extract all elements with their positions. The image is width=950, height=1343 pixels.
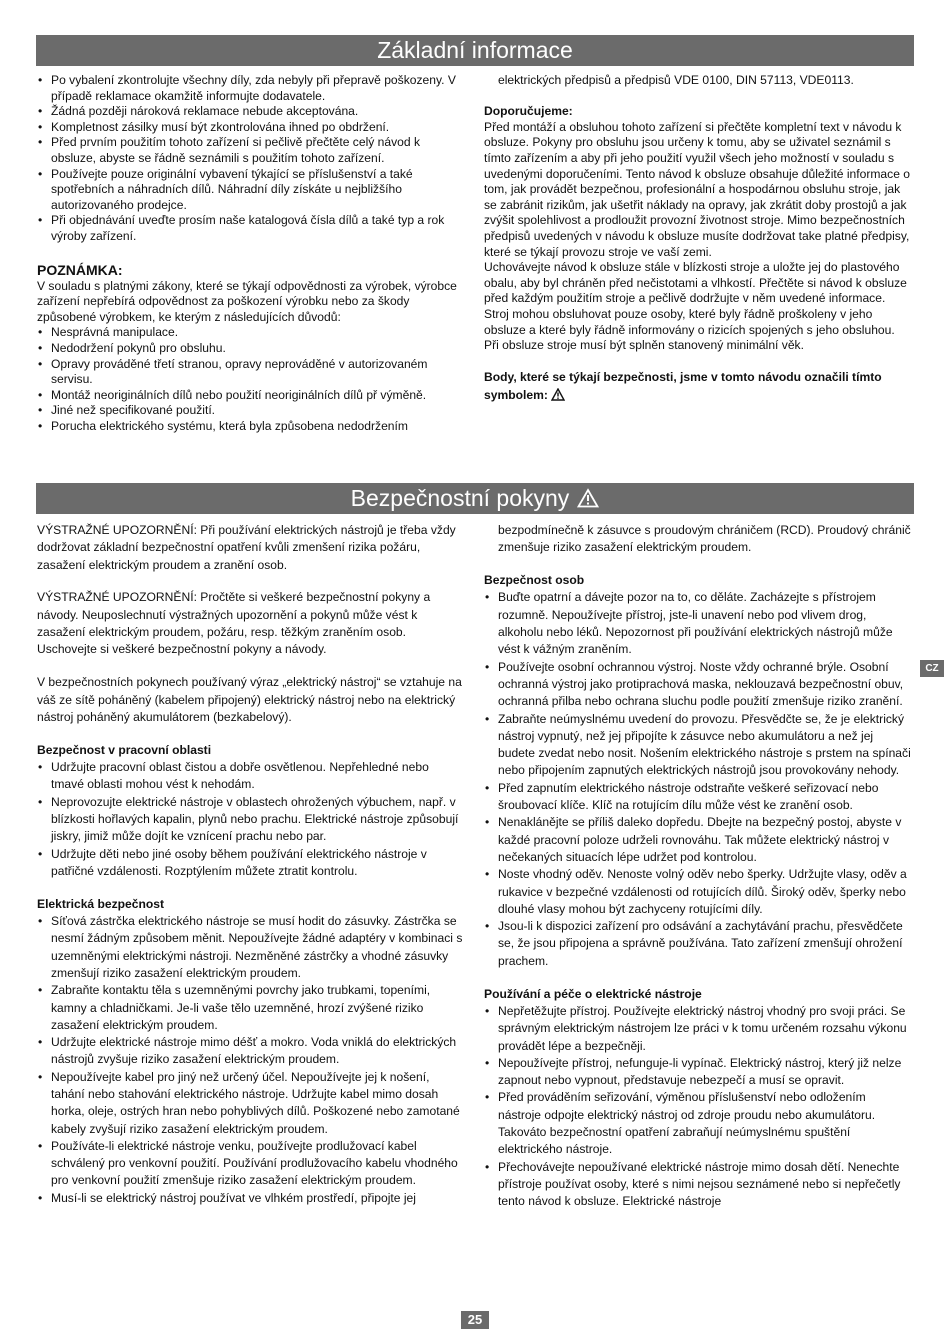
- keep-manual-text: Uchovávejte návod k obsluze stále v blízkosti stroje a uložte jej do plastového obalu, aby byl chráněn před nečistotami a vlhkostí. Přečtěte si návod k obsluze před každým použitím stroje a pečlivě dodržujte v něm uvedené informace. Stroj mohou obsluhovat pouze osoby, které byly řádně proškoleny v jeho obsluze a které byly řádně informovány o rizicích spojených s jeho obsluhou. Při obsluze stroje musí být splněn stanovený minimální věk.: [484, 260, 907, 353]
- safety-left-column: [37, 522, 465, 1207]
- warning-triangle-icon: [577, 483, 599, 514]
- personal-safety-heading: Bezpečnost osob: [484, 573, 585, 588]
- basic-info-right-column: [484, 73, 912, 406]
- list-item: • Musí-li se elektrický nástroj používat ve vlhkém prostředí, připojte jej: [37, 1190, 465, 1207]
- work-area-heading: Bezpečnost v pracovní oblasti: [37, 742, 212, 757]
- section-title: Bezpečnostní pokyny: [350, 485, 570, 511]
- list-item: • Jiné než specifikované použití.: [37, 403, 465, 419]
- definition-paragraph: V bezpečnostních pokynech používaný výraz „elektrický nástroj“ se vztahuje na váš ze sítě poháněný (kabelem připojený) elektrický nástroj nebo na elektrický nástroj poháněný akumulátorem (bezkabelový).: [37, 675, 462, 724]
- list-item: • Udržujte elektrické nástroje mimo déšť a mokro. Voda vniklá do elektrických nástrojů zvyšuje riziko zasažení elektrickým proudem.: [37, 1034, 465, 1069]
- page-number: 25: [461, 1311, 489, 1329]
- section-banner-safety: [36, 483, 914, 514]
- list-item: • Přechovávejte nepoužívané elektrické nástroje mimo dosah dětí. Nenechte přístroje používat osoby, které s nimi nejsou seznámené nebo si nepřečetly tento návod k obsluze. Elektrické nástroje: [484, 1159, 912, 1211]
- continued-text: elektrických předpisů a předpisů VDE 0100, DIN 57113, VDE0113.: [498, 73, 854, 87]
- list-item: • Před prováděním seřizování, výměnou příslušenství nebo odložením nástroje odpojte elektrický nástroj od zdroje proudu nebo akumulátoru. Takováto bezpečnostní opatření zabraňují neúmyslnému spuštění elektrického nástroje.: [484, 1089, 912, 1158]
- safety-symbol-note: [484, 368, 912, 406]
- note-text: V souladu s platnými zákony, které se týkají odpovědnosti za výrobek, výrobce zařízení nepřebírá odpovědnost za poškození výrobku nebo za škody způsobené výrobkem, ke kterým z následujících důvodů:: [37, 278, 457, 324]
- list-item: • Kompletnost zásilky musí být zkontrolována ihned po obdržení.: [37, 120, 465, 136]
- list-item: • Noste vhodný oděv. Nenoste volný oděv nebo šperky. Udržujte vlasy, oděv a rukavice v bezpečné vzdálenosti od rotujících dílů. Široký oděv, šperky nebo dlouhé vlasy mohou být zachyceny rotujícími díly.: [484, 866, 912, 918]
- list-item: • Buďte opatrní a dávejte pozor na to, co děláte. Zacházejte s přístrojem rozumně. Nepoužívejte přístroj, jste-li unavení nebo pod vlivem drog, alkoholu nebo léků. Nepozornost při používání elektrických nástrojů může vést k vážným zraněním.: [484, 589, 912, 658]
- list-item: • Neprovozujte elektrické nástroje v oblastech ohrožených výbuchem, např. v blízkosti hořlavých kapalin, plynů nebo prachu. Elektrické nástroje způsobují jiskry, jimiž může dojít ke vznícení prachu nebo par.: [37, 794, 465, 846]
- list-item: • Po vybalení zkontrolujte všechny díly, zda nebyly při přepravě poškozeny. V případě reklamace okamžitě informujte dodavatele.: [37, 73, 465, 104]
- unpacking-list: [37, 73, 465, 245]
- list-item: • Používejte osobní ochrannou výstroj. Noste vždy ochranné brýle. Osobní ochranná výstroj jako protiprachová maska, neklouzavá bezpečnostní obuv, ochranná přilba nebo ochrana sluchu podle použití zmenšuje riziko zranění.: [484, 659, 912, 711]
- list-item: • Nepoužívejte kabel pro jiný než určený účel. Nepoužívejte jej k nošení, tahání nebo stahování elektrického nástroje. Udržujte kabel mimo dosah horka, oleje, ostrých hran nebo pohyblivých dílů. Poškozené nebo zamotané kabely zvyšují riziko zasažení elektrickým proudem.: [37, 1069, 465, 1138]
- safety-symbol-text: Body, které se týkají bezpečnosti, jsme v tomto návodu označili tímto symbolem:: [484, 369, 882, 402]
- list-item: • Síťová zástrčka elektrického nástroje se musí hodit do zásuvky. Zástrčka se nesmí žádným způsobem měnit. Nepoužívejte žádné adaptéry v kombinaci s uzemněnými elektrickými nástroji. Nezměněné zástrčky a vhodné zásuvky zmenšují riziko zasažení elektrickým proudem.: [37, 913, 465, 982]
- note-list: [37, 325, 465, 434]
- note-heading: POZNÁMKA:: [37, 261, 123, 278]
- warning-triangle-icon: [551, 388, 565, 406]
- recommend-heading: Doporučujeme:: [484, 104, 573, 119]
- list-item: • Nenaklánějte se příliš daleko dopředu. Dbejte na bezpečný postoj, abyste v každé pracovní poloze udrželi rovnováhu. Tak můžete elektrický nástroj v nečekaných situacích lépe udržet pod kontrolou.: [484, 814, 912, 866]
- list-item: • Udržujte pracovní oblast čistou a dobře osvětlenou. Nepřehledné nebo tmavé oblasti mohou vést k nehodám.: [37, 759, 465, 794]
- list-item: • Používejte pouze originální vybavení týkající se příslušenství a také spotřebních a náhradních dílů. Náhradní díly získáte u nejbližšího autorizovaného prodejce.: [37, 167, 465, 214]
- warning-paragraph: VÝSTRAŽNÉ UPOZORNĚNÍ: Pročtěte si veškeré bezpečnostní pokyny a návody. Neuposlechnutí výstražných upozornění a pokynů může vést k zasažení elektrickým proudem, požáru, resp. těžkým zraněním osob. Uschovejte si veškeré bezpečnostní pokyny a návody.: [37, 590, 431, 657]
- list-item: • Při objednávání uveďte prosím naše katalogová čísla dílů a také typ a rok výroby zařízení.: [37, 213, 465, 244]
- list-item: • Zabraňte neúmyslnému uvedení do provozu. Přesvědčte se, že je elektrický nástroj vypnutý, než jej připojíte k zásuvce nebo akumulátoru a než jej budete zvedat nebo nosit. Nošením elektrického nástroje s prstem na spínači nebo připojením zapnutých elektrických nástrojů jsou provokovány nehody.: [484, 711, 912, 780]
- continued-text: bezpodmínečně k zásuvce s proudovým chráničem (RCD). Proudový chránič zmenšuje riziko zasažení elektrickým proudem.: [498, 523, 911, 555]
- tool-use-list: [484, 1003, 912, 1211]
- list-item: • Montáž neoriginálních dílů nebo použití neoriginálních dílů př výměně.: [37, 388, 465, 404]
- electrical-safety-heading: Elektrická bezpečnost: [37, 896, 165, 911]
- list-item: • Udržujte děti nebo jiné osoby během používání elektrického nástroje v patřičné vzdálenosti. Rozptýlením můžete ztratit kontrolu.: [37, 846, 465, 881]
- list-item: • Před zapnutím elektrického nástroje odstraňte veškeré seřizovací nebo šroubovací klíče. Klíč na rotujícím dílu může vést ke zranění osob.: [484, 780, 912, 815]
- work-area-list: [37, 759, 465, 880]
- list-item: • Porucha elektrického systému, která byla způsobena nedodržením: [37, 419, 465, 435]
- basic-info-left-column: [37, 73, 465, 434]
- recommend-text: Před montáží a obsluhou tohoto zařízení si přečtěte kompletní text v návodu k obsluze. Pokyny pro obsluhu jsou určeny k tomu, aby se uživatel seznámil s tímto zařízením a aby při jeho použití využil všech jeho možností v souladu s uvedenými doporučeními. Tento návod k obsluze obsahuje důležité informace o tom, jak provádět bezpečnou, profesionální a hospodárnou obsluhu stroje, jak se zabránit rizikům, jak ušetřit náklady na opravy, jak zkrátit doby prostojů a jak zvýšit spolehlivost a prodloužit provozní životnost stroje. Mimo bezpečnostních předpisů uvedených v návodu k obsluze musíte dodržovat take platné předpisy, které se týkají provozu stroje ve vaší zemi.: [484, 119, 911, 259]
- list-item: • Žádná později nároková reklamace nebude akceptována.: [37, 104, 465, 120]
- warning-paragraph: VÝSTRAŽNÉ UPOZORNĚNÍ: Při používání elektrických nástrojů je třeba vždy dodržovat základní bezpečnostní opatření kvůli zmenšení rizika požáru, zasažení elektrickým proudem a zranění osob.: [37, 523, 456, 572]
- list-item: • Opravy prováděné třetí stranou, opravy neprováděné v autorizovaném servisu.: [37, 357, 465, 388]
- list-item: • Jsou-li k dispozici zařízení pro odsávání a zachytávání prachu, přesvědčete se, že jsou připojena a správně používána. Tato zařízení zmenšují ohrožení prachem.: [484, 918, 912, 970]
- language-tab: CZ: [920, 660, 944, 677]
- list-item: • Nepřetěžujte přístroj. Používejte elektrický nástroj vhodný pro svoji práci. Se správným elektrickým nástrojem lze práci v k tomu určeném rozsahu výkonu provádět lépe a bezpečněji.: [484, 1003, 912, 1055]
- list-item: • Nesprávná manipulace.: [37, 325, 465, 341]
- list-item: • Před prvním použitím tohoto zařízení si pečlivě přečtěte celý návod k obsluze, abyste se řádně seznámili s použitím tohoto zařízení.: [37, 135, 465, 166]
- electrical-safety-list: [37, 913, 465, 1207]
- safety-right-column: [484, 522, 912, 1210]
- section-banner-basic-info: [36, 35, 914, 66]
- personal-safety-list: [484, 589, 912, 970]
- list-item: • Nepoužívejte přístroj, nefunguje-li vypínač. Elektrický nástroj, který již nelze zapnout nebo vypnout, představuje nebezpečí a musí se opravit.: [484, 1055, 912, 1090]
- list-item: • Nedodržení pokynů pro obsluhu.: [37, 341, 465, 357]
- section-title: Základní informace: [377, 37, 573, 63]
- list-item: • Používáte-li elektrické nástroje venku, používejte prodlužovací kabel schválený pro venkovní použití. Používání prodlužovacího kabelu vhodného pro venkovní použití zmenšuje riziko zasažení elektrickým proudem.: [37, 1138, 465, 1190]
- list-item: • Zabraňte kontaktu těla s uzemněnými povrchy jako trubkami, topeními, kamny a chladničkami. Je-li vaše tělo uzemněné, hrozí zvýšené riziko zasažení elektrickým proudem.: [37, 982, 465, 1034]
- tool-use-heading: Používání a péče o elektrické nástroje: [484, 986, 702, 1001]
